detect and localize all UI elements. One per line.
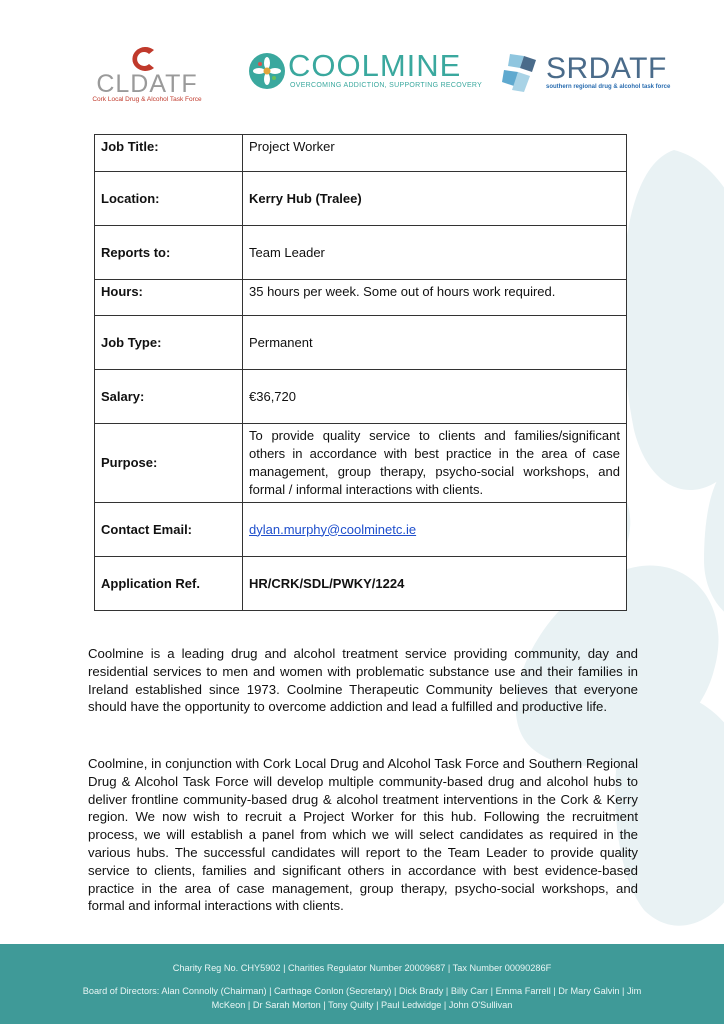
- cldatf-logo: [84, 44, 210, 102]
- cldatf-logo-subtitle: Cork Local Drug & Alcohol Task Force: [92, 96, 202, 103]
- location-value: Kerry Hub (Tralee): [243, 172, 627, 226]
- table-row-application-ref: [95, 557, 627, 611]
- footer-board-text: Board of Directors: Alan Connolly (Chairman) | Carthage Conlon (Secretary) | Dick Brady | Billy Carr | Emma Farrell | Dr Mary Galvin | Jim McKeon | Dr Sarah Morton | Tony Quilty | Paul Ledwidge | John O'Sullivan: [82, 986, 642, 1010]
- reports-to-label: Reports to:: [95, 226, 243, 280]
- table-row-reports-to: [95, 226, 627, 280]
- purpose-value: To provide quality service to clients and families/significant others in accordance with best practice in the area of case management, group therapy, psycho-social workshops, and formal / informal interactions with clients.: [243, 424, 627, 503]
- footer-registration-text: Charity Reg No. CHY5902 | Charities Regulator Number 20009687 | Tax Number 00090286F: [172, 963, 552, 973]
- coolmine-logo-name: COOLMINE: [288, 48, 462, 83]
- table-row-job-type: [95, 316, 627, 370]
- table-row-contact-email: [95, 503, 627, 557]
- srdatf-logo-name: SRDATF: [546, 52, 667, 85]
- table-row-salary: [95, 370, 627, 424]
- role-description-paragraph: Coolmine, in conjunction with Cork Local Drug and Alcohol Task Force and Southern Regional Drug & Alcohol Task Force will develop multiple community-based drug and alcohol hubs to deliver frontline community-based drug & alcohol treatment interventions in the Cork & Kerry region. We now wish to recruit a Project Worker for this hub. Following the recruitment process, we will establish a panel from which we will select candidates as required in the various hubs. The successful candidates will report to the Team Leader to provide quality service to clients, families and significant others in accordance with best evidence-based practice in the area of case management, group therapy, psycho-social workshops, and formal and informal interactions with clients.: [88, 756, 638, 914]
- application-ref-label: Application Ref.: [95, 557, 243, 611]
- location-label: Location:: [95, 172, 243, 226]
- coolmine-logo: [248, 48, 483, 94]
- table-row-purpose: [95, 424, 627, 503]
- job-title-label: Job Title:: [95, 135, 243, 172]
- contact-email-label: Contact Email:: [95, 503, 243, 557]
- job-details-table: [94, 134, 627, 611]
- srdatf-logo-subtitle: southern regional drug & alcohol task force: [546, 84, 671, 90]
- salary-value: €36,720: [243, 370, 627, 424]
- coolmine-flower-icon: [248, 52, 286, 90]
- hours-value: 35 hours per week. Some out of hours work required.: [243, 280, 627, 316]
- srdatf-shapes-icon: [500, 52, 538, 96]
- srdatf-logo: [500, 50, 670, 98]
- salary-label: Salary:: [95, 370, 243, 424]
- cldatf-logo-name: CLDATF: [96, 70, 198, 98]
- contact-email-cell: [243, 503, 627, 557]
- purpose-label: Purpose:: [95, 424, 243, 503]
- job-type-value: Permanent: [243, 316, 627, 370]
- reports-to-value: Team Leader: [243, 226, 627, 280]
- contact-email-link[interactable]: dylan.murphy@coolminetc.ie: [249, 521, 417, 537]
- table-row-job-title: [95, 135, 627, 172]
- hours-label: Hours:: [95, 280, 243, 316]
- coolmine-logo-tagline: OVERCOMING ADDICTION, SUPPORTING RECOVERY: [290, 82, 483, 89]
- job-type-label: Job Type:: [95, 316, 243, 370]
- table-row-hours: [95, 280, 627, 316]
- table-row-location: [95, 172, 627, 226]
- intro-paragraph: Coolmine is a leading drug and alcohol treatment service providing community, day and residential services to men and women with problematic substance use and their families in Ireland established since 1973. Coolmine Therapeutic Community believes that everyone should have the opportunity to overcome addiction and lead a fulfilled and productive life.: [88, 646, 638, 715]
- job-title-value: Project Worker: [243, 135, 627, 172]
- footer-bar: [0, 944, 724, 1024]
- application-ref-value: HR/CRK/SDL/PWKY/1224: [243, 557, 627, 611]
